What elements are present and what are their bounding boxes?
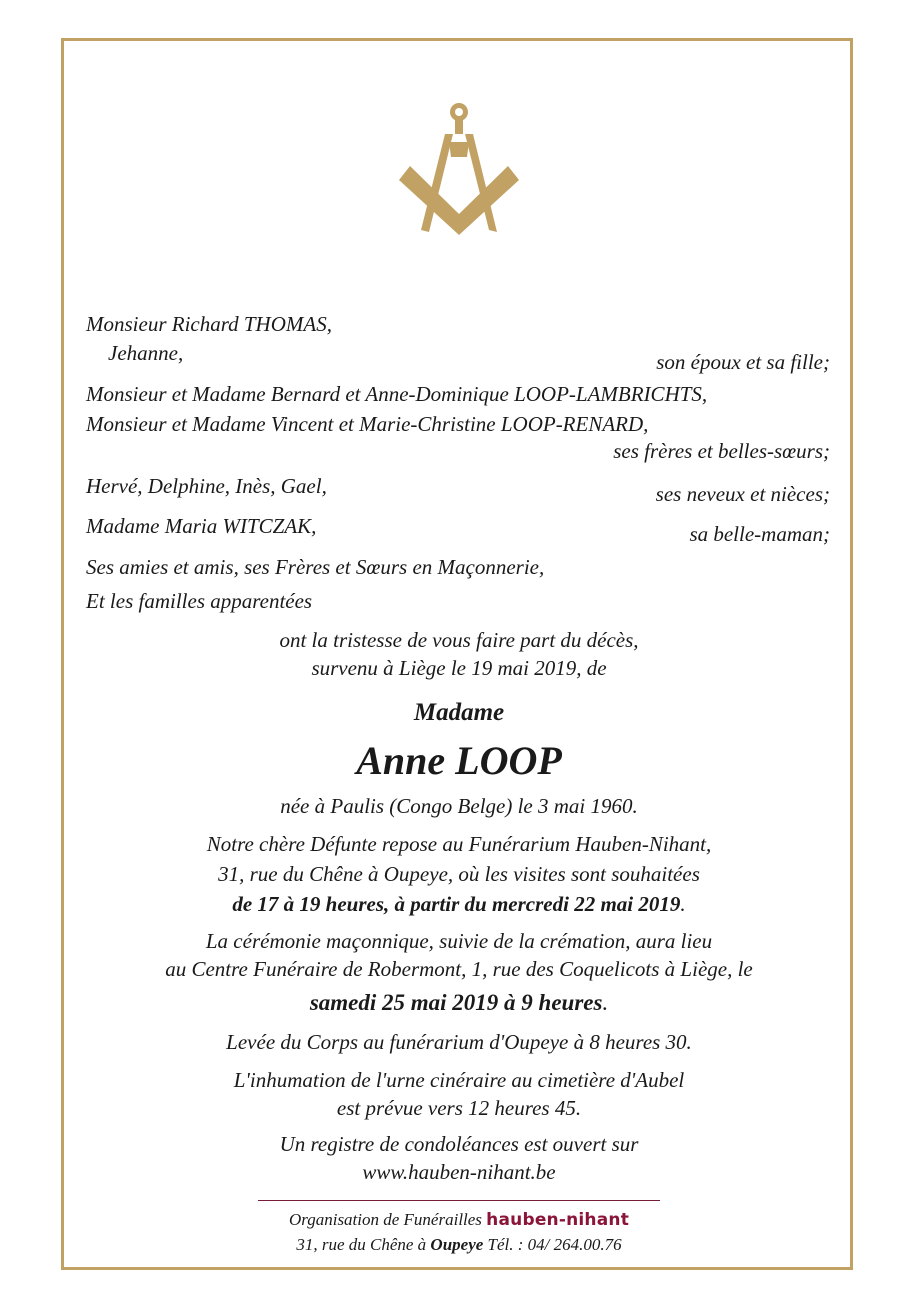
ceremony-date-bold: samedi 25 mai 2019 à 9 heures	[309, 990, 603, 1015]
ceremony-line-2: au Centre Funéraire de Robermont, 1, rue des Coquelicots à Liège, le	[165, 957, 753, 981]
register-website[interactable]: www.hauben-nihant.be	[362, 1160, 556, 1184]
repose-line-1: Notre chère Défunte repose au Funérarium Hauben-Nihant,	[206, 832, 712, 856]
announce-line-2: survenu à Liège le 19 mai 2019, de	[311, 656, 607, 680]
visit-hours-bold: de 17 à 19 heures, à partir du mercredi 22 mai 2019	[232, 892, 681, 916]
footer-address	[0, 1234, 918, 1256]
family-line-husband: Monsieur Richard THOMAS,	[86, 312, 332, 336]
relation-nephews: ses neveux et nièces;	[655, 482, 830, 506]
family-line-relatives: Et les familles apparentées	[86, 589, 313, 613]
family-line-sibling-1: Monsieur et Madame Bernard et Anne-Dominique LOOP-LAMBRICHTS,	[86, 382, 708, 406]
footer-divider	[258, 1200, 660, 1201]
brand-logo: hauben-nihant	[486, 1210, 630, 1230]
square-and-compass-icon	[399, 102, 521, 236]
footer-addr-pre: 31, rue du Chêne à	[296, 1235, 427, 1254]
family-line-daughter: Jehanne,	[108, 341, 184, 365]
footer-addr-city: Oupeye	[430, 1235, 484, 1254]
deceased-title: Madame	[413, 699, 505, 726]
register-line-1: Un registre de condoléances est ouvert sur	[279, 1132, 639, 1156]
family-line-nephews: Hervé, Delphine, Inès, Gael,	[86, 474, 327, 498]
inhumation-line-2: est prévue vers 12 heures 45.	[336, 1096, 582, 1120]
repose-line-2: 31, rue du Chêne à Oupeye, où les visites sont souhaitées	[218, 862, 700, 886]
relation-husband-daughter: son époux et sa fille;	[656, 350, 830, 374]
footer-organisation	[0, 1209, 918, 1231]
levee-line: Levée du Corps au funérarium d'Oupeye à 8 heures 30.	[226, 1030, 692, 1054]
footer-tel: Tél. : 04/ 264.00.76	[487, 1235, 622, 1254]
announce-line-1: ont la tristesse de vous faire part du décès,	[279, 628, 639, 652]
footer-org-text: Organisation de Funérailles	[288, 1210, 482, 1229]
family-line-mother-in-law: Madame Maria WITCZAK,	[86, 514, 317, 538]
inhumation-line-1: L'inhumation de l'urne cinéraire au cimetière d'Aubel	[233, 1068, 685, 1092]
visit-hours: de 17 à 19 heures, à partir du mercredi 22 mai 2019.	[232, 892, 686, 916]
relation-mother-in-law: sa belle-maman;	[689, 522, 830, 546]
ceremony-date: samedi 25 mai 2019 à 9 heures.	[309, 990, 609, 1015]
ceremony-line-1: La cérémonie maçonnique, suivie de la crémation, aura lieu	[205, 929, 713, 953]
family-line-sibling-2: Monsieur et Madame Vincent et Marie-Christine LOOP-RENARD,	[86, 412, 649, 436]
family-line-friends: Ses amies et amis, ses Frères et Sœurs en Maçonnerie,	[86, 555, 545, 579]
deceased-name: Anne LOOP	[356, 738, 562, 783]
birth-info: née à Paulis (Congo Belge) le 3 mai 1960.	[280, 794, 638, 818]
relation-siblings: ses frères et belles-sœurs;	[613, 439, 830, 463]
